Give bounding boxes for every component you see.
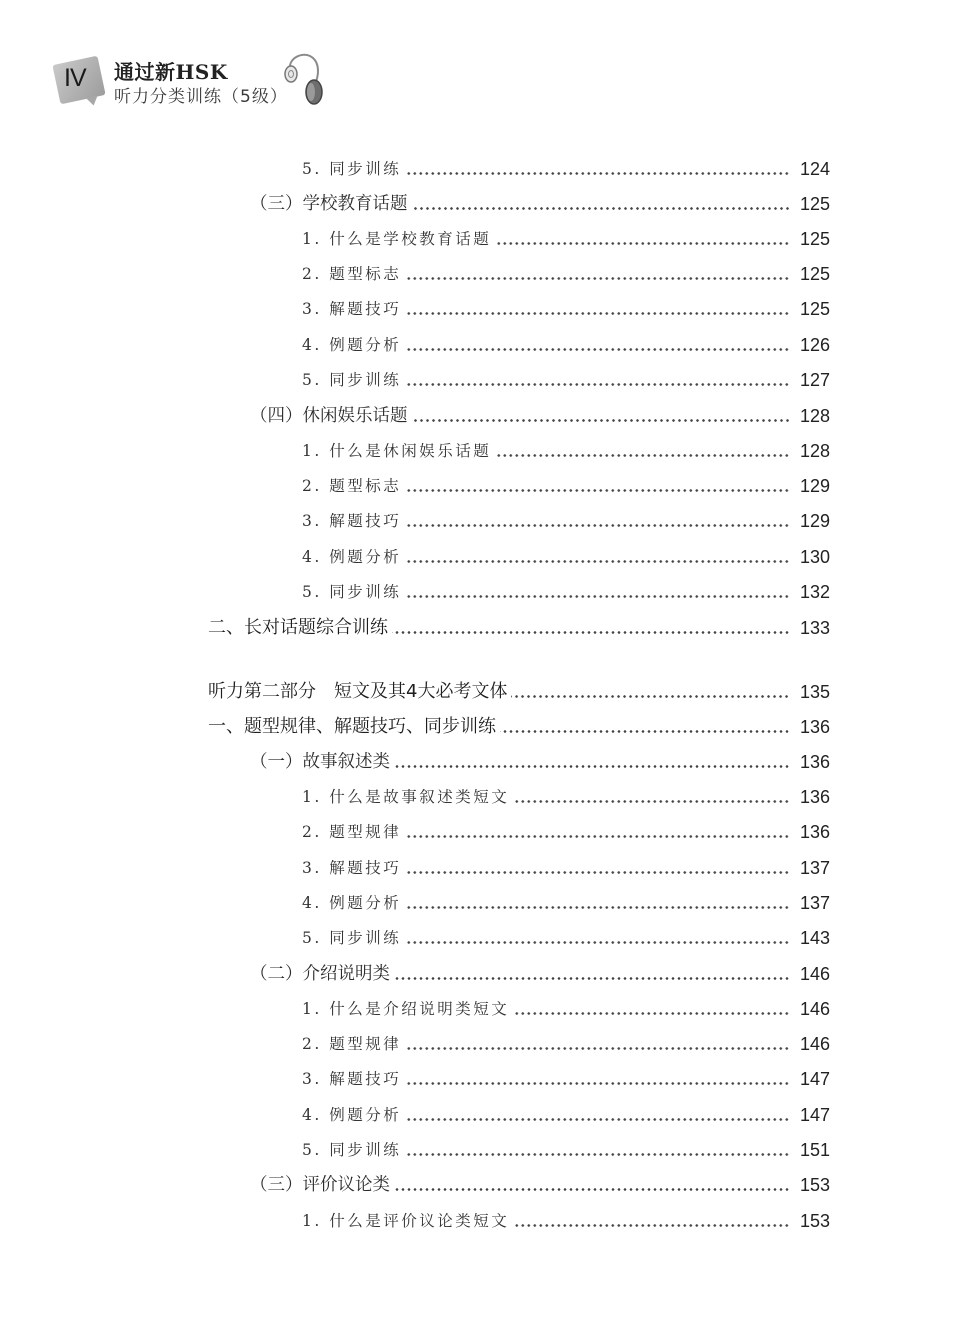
toc-entry-title: 5. 同步训练: [302, 1141, 402, 1159]
dot-leader: [495, 454, 790, 457]
toc-entry[interactable]: [208, 994, 830, 1020]
dot-leader: [405, 1047, 790, 1050]
toc-entry[interactable]: [208, 1064, 830, 1090]
dot-leader: [405, 941, 790, 944]
book-subtitle: 听力分类训练（5级）: [114, 87, 288, 107]
book-title: 通过新HSK: [114, 60, 228, 84]
toc-entry-page-number: 151: [799, 1140, 830, 1160]
toc-entry-title: 5. 同步训练: [302, 371, 402, 389]
toc-entry-page-number: 147: [799, 1069, 830, 1089]
toc-entry-page-number: 146: [799, 964, 830, 984]
toc-entry-title: 2. 题型规律: [302, 1035, 402, 1053]
dot-leader: [513, 1224, 790, 1227]
toc-entry-page-number: 130: [799, 547, 830, 567]
toc-entry[interactable]: [208, 782, 830, 808]
toc-entry[interactable]: [208, 365, 830, 391]
dot-leader: [412, 419, 791, 422]
dot-leader: [405, 871, 790, 874]
toc-entry-title: 2. 题型标志: [302, 477, 402, 495]
toc-entry-page-number: 137: [799, 893, 830, 913]
toc-entry[interactable]: [208, 959, 830, 985]
toc-entry[interactable]: [208, 436, 830, 462]
toc-entry-title: 1. 什么是学校教育话题: [302, 230, 492, 248]
toc-entry-page-number: 146: [799, 1034, 830, 1054]
toc-entry-title: 2. 题型规律: [302, 823, 402, 841]
toc-entry[interactable]: [208, 888, 830, 914]
toc-entry-page-number: 143: [799, 928, 830, 948]
toc-entry[interactable]: [208, 154, 830, 180]
toc-entry-title: （四）休闲娱乐话题: [250, 406, 408, 426]
toc-entry[interactable]: [208, 401, 830, 427]
toc-entry-page-number: 136: [799, 787, 830, 807]
toc-entry[interactable]: [208, 712, 830, 738]
toc-entry-page-number: 125: [799, 194, 830, 214]
toc-entry-page-number: 128: [799, 406, 830, 426]
toc-entry-title: 1. 什么是评价议论类短文: [302, 1212, 510, 1230]
toc-entry-title: （三）评价议论类: [250, 1175, 390, 1195]
toc-entry[interactable]: [208, 817, 830, 843]
dot-leader: [495, 242, 790, 245]
toc-entry[interactable]: [208, 294, 830, 320]
toc-entry-page-number: 129: [799, 511, 830, 531]
toc-entry-page-number: 135: [799, 682, 830, 702]
page-roman-numeral: IV: [64, 64, 86, 92]
dot-leader: [500, 730, 790, 733]
dot-leader: [405, 383, 790, 386]
toc-entry-page-number: 125: [799, 299, 830, 319]
toc-entry-page-number: 153: [799, 1175, 830, 1195]
toc-entry[interactable]: [208, 613, 830, 639]
dot-leader: [394, 1188, 790, 1191]
toc-entry-title: 3. 解题技巧: [302, 512, 402, 530]
dot-leader: [513, 1012, 790, 1015]
toc-entry-title: 听力第二部分 短文及其4大必考文体: [208, 681, 508, 702]
toc-entry-title: 5. 同步训练: [302, 160, 402, 178]
toc-entry-page-number: 147: [799, 1105, 830, 1125]
toc-entry-title: 1. 什么是休闲娱乐话题: [302, 442, 492, 460]
toc-entry-page-number: 132: [799, 582, 830, 602]
dot-leader: [405, 348, 790, 351]
toc-entry[interactable]: [208, 677, 830, 703]
dot-leader: [405, 524, 790, 527]
toc-entry-page-number: 136: [799, 717, 830, 737]
dot-leader: [405, 906, 790, 909]
toc-entry-title: 二、长对话题综合训练: [208, 617, 388, 638]
toc-entry-page-number: 127: [799, 370, 830, 390]
toc-entry-title: 3. 解题技巧: [302, 859, 402, 877]
dot-leader: [392, 631, 790, 634]
toc-entry[interactable]: [208, 747, 830, 773]
toc-entry-page-number: 146: [799, 999, 830, 1019]
toc-entry[interactable]: [208, 1029, 830, 1055]
toc-entry-page-number: 125: [799, 264, 830, 284]
toc-entry-title: （三）学校教育话题: [250, 194, 408, 214]
dot-leader: [405, 312, 790, 315]
dot-leader: [405, 172, 790, 175]
dot-leader: [405, 560, 790, 563]
toc-entry[interactable]: [208, 577, 830, 603]
toc-entry-page-number: 128: [799, 441, 830, 461]
toc-entry[interactable]: [208, 189, 830, 215]
dot-leader: [405, 1082, 790, 1085]
dot-leader: [394, 977, 790, 980]
dot-leader: [405, 489, 790, 492]
toc-entry-title: 3. 解题技巧: [302, 300, 402, 318]
toc-entry-title: 5. 同步训练: [302, 583, 402, 601]
toc-entry-title: 一、题型规律、解题技巧、同步训练: [208, 716, 496, 737]
dot-leader: [405, 835, 790, 838]
toc-entry[interactable]: [208, 1206, 830, 1232]
dot-leader: [511, 695, 790, 698]
dot-leader: [405, 595, 790, 598]
dot-leader: [405, 1153, 790, 1156]
toc-entry-page-number: 125: [799, 229, 830, 249]
toc-entry[interactable]: [208, 224, 830, 250]
toc-entry[interactable]: [208, 259, 830, 285]
toc-entry-page-number: 153: [799, 1211, 830, 1231]
toc-entry-page-number: 129: [799, 476, 830, 496]
toc-entry-title: （二）介绍说明类: [250, 964, 390, 984]
toc-entry[interactable]: [208, 542, 830, 568]
toc-entry-title: 5. 同步训练: [302, 929, 402, 947]
toc-entry-title: 1. 什么是介绍说明类短文: [302, 1000, 510, 1018]
toc-entry[interactable]: [208, 1135, 830, 1161]
toc-entry-page-number: 136: [799, 752, 830, 772]
dot-leader: [412, 207, 791, 210]
toc-entry[interactable]: [208, 506, 830, 532]
toc-entry[interactable]: [208, 330, 830, 356]
toc-entry-title: 3. 解题技巧: [302, 1070, 402, 1088]
dot-leader: [405, 277, 790, 280]
toc-entry[interactable]: [208, 1100, 830, 1126]
dot-leader: [394, 765, 790, 768]
toc-entry[interactable]: [208, 923, 830, 949]
toc-entry[interactable]: [208, 471, 830, 497]
toc-entry[interactable]: [208, 1170, 830, 1196]
page-header: [50, 50, 350, 112]
headphone-icon: [280, 52, 324, 106]
toc-entry-title: 1. 什么是故事叙述类短文: [302, 788, 510, 806]
dot-leader: [405, 1118, 790, 1121]
toc-entry-page-number: 137: [799, 858, 830, 878]
toc-entry-page-number: 136: [799, 822, 830, 842]
toc-entry-title: 2. 题型标志: [302, 265, 402, 283]
toc-entry-title: （一）故事叙述类: [250, 752, 390, 772]
toc-entry-title: 4. 例题分析: [302, 548, 402, 566]
dot-leader: [513, 800, 790, 803]
toc-entry-title: 4. 例题分析: [302, 1106, 402, 1124]
toc-entry-title: 4. 例题分析: [302, 336, 402, 354]
toc-entry-page-number: 124: [799, 159, 830, 179]
toc-entry[interactable]: [208, 853, 830, 879]
toc-entry-title: 4. 例题分析: [302, 894, 402, 912]
toc-entry-page-number: 133: [799, 618, 830, 638]
toc-entry-page-number: 126: [799, 335, 830, 355]
